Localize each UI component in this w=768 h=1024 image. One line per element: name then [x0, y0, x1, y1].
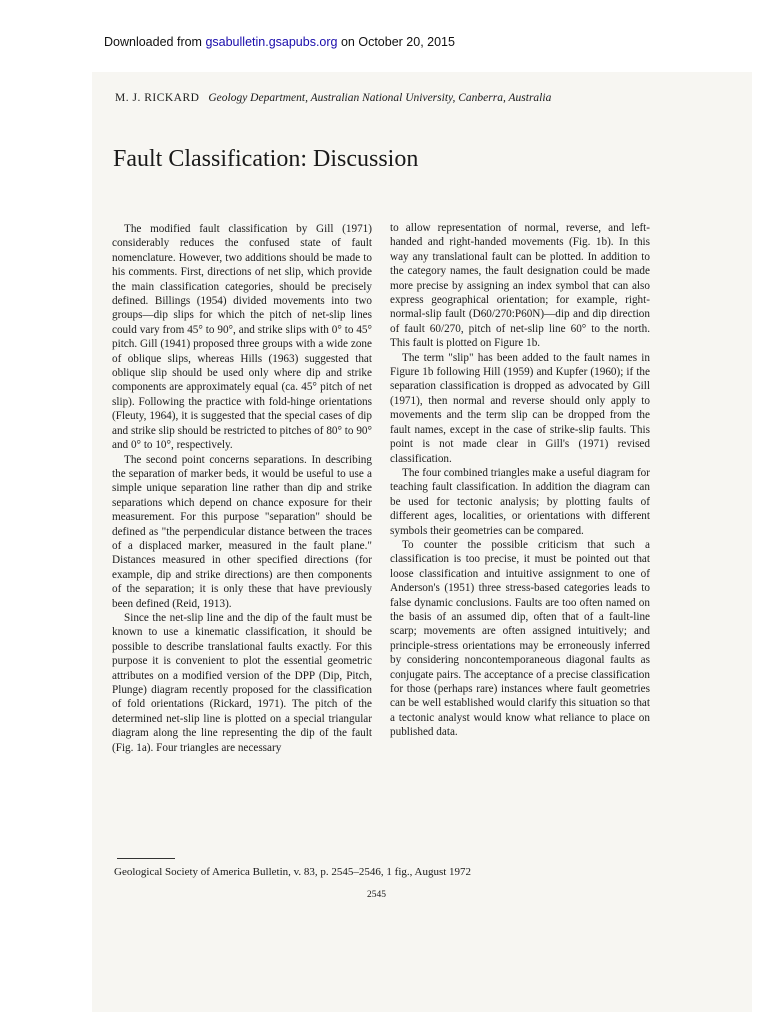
paragraph: The term "slip" has been added to the fault names in Figure 1b following Hill (1959) and Kupfer (1960); if the separation classification is dropped as advocated by Gill (1971), then normal and reverse should only apply to movements and the term slip can be dropped from the fault names, except in the case of strike-slip faults. This point is not made clear in Gill's (1971) revised classification. [390, 351, 650, 465]
download-notice [104, 35, 455, 49]
paragraph-continued: to allow representation of normal, reverse, and left-handed and right-handed movements (Fig. 1b). In this way any translational fault can be plotted. In addition to the category names, the fault designation could be made more precise by assigning an index symbol that can also express geographical orientation; for example, right-normal-slip fault (D60/270:P60N)—dip and dip direction of fault 60/270, pitch of net-slip line 60° to the north. This fault is plotted on Figure 1b. [390, 222, 650, 350]
article-title: Fault Classification: Discussion [113, 146, 419, 172]
institution: Geology Department, Australian National University, Canberra, Australia [208, 92, 552, 104]
author-affiliation [115, 92, 551, 104]
source-link[interactable]: gsabulletin.gsapubs.org [205, 35, 338, 49]
page-number: 2545 [367, 890, 386, 900]
download-prefix: Downloaded from [104, 35, 206, 49]
paragraph: The modified fault classification by Gill (1971) considerably reduces the confused state of fault nomenclature. However, two additions should be made to his comments. First, directions of net slip, which provide the main classification categories, should be precisely defined. Billings (1954) divided movements into two groups—dip slips for which the pitch of net-slip lines could vary from 45° to 90°, and strike slips with 0° to 45° pitch. Gill (1941) proposed three groups with a wide zone of oblique slips, whereas Hills (1963) suggested that oblique slip should be used only where dip and strike components are approximately equal (ca. 45° pitch of net slip). Following the practice with fold-hinge orientations (Fleuty, 1964), it is suggested that the special cases of dip and strike slip should be restricted to pitches of 80° to 90° and 0° to 10°, respectively. [112, 223, 372, 452]
footnote-divider [117, 858, 175, 859]
paragraph: The second point concerns separations. In describing the separation of marker beds, it would be useful to use a simple unique separation line rather than dip and strike separations which depend on chance exposure for their measurement. For this purpose "separation" should be defined as "the perpendicular distance between the traces of a displaced marker, measured in the fault plane." Distances measured in other specified directions (for example, dip and strike directions) are then components of the separation; it is only these that have previously been defined (Reid, 1913). [112, 453, 372, 610]
journal-citation: Geological Society of America Bulletin, v. 83, p. 2545–2546, 1 fig., August 1972 [114, 866, 472, 878]
download-date: on October 20, 2015 [337, 35, 455, 49]
body-column-right [390, 221, 650, 740]
paragraph: The four combined triangles make a useful diagram for teaching fault classification. In addition the diagram can be used for tectonic analysis; by plotting faults of different ages, localities, or orientations with different symbols their geometries can be compared. [390, 466, 650, 537]
paragraph: Since the net-slip line and the dip of the fault must be known to use a kinematic classification, it should be possible to describe translational faults exactly. For this purpose it is convenient to plot the essential geometric attributes on a modified version of the DPP (Dip, Pitch, Plunge) diagram recently proposed for the classification of fold orientations (Rickard, 1971). The pitch of the determined net-slip line is plotted on a special triangular diagram along the line representing the dip of the fault (Fig. 1a). Four triangles are necessary [112, 611, 372, 754]
paragraph: To counter the possible criticism that such a classification is too precise, it must be pointed out that loose classification and intuitive assignment to one of Anderson's (1951) three stress-based categories leads to false dynamic conclusions. Faults are too often named on the basis of an assumed dip, often that of a fault-line scarp; movements are often assigned intuitively; and principle-stress orientations may be erroneously inferred by considering noncontemporaneous diagonal faults as conjugate pairs. The acceptance of a precise classification for those (perhaps rare) instances where fault geometries can be well established would clarify this situation so that a tectonic analyst would know what reliance to place on published data. [390, 538, 650, 739]
body-column-left [112, 222, 372, 755]
author-name: M. J. RICKARD [115, 92, 200, 104]
